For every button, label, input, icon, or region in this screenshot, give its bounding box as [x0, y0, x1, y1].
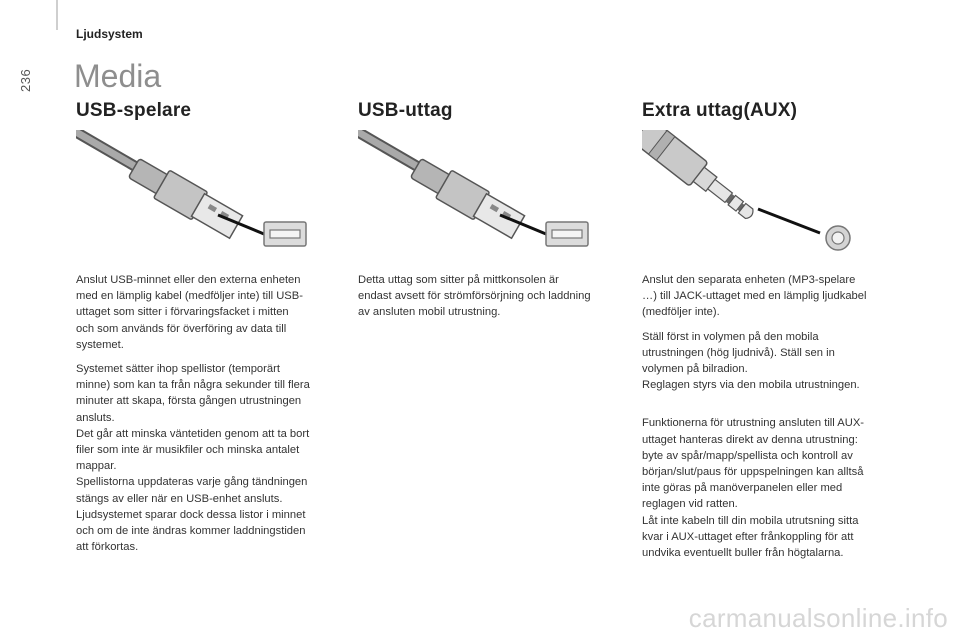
usb-player-heading: USB-spelare	[76, 100, 192, 121]
page-number: 236	[18, 68, 33, 92]
aux-text	[642, 272, 904, 569]
usb-player-text	[76, 272, 338, 563]
usb-socket-heading: USB-uttag	[358, 100, 453, 121]
usb-plug-icon	[358, 130, 608, 255]
usb-player-section	[76, 100, 338, 554]
usb-socket-section	[358, 100, 620, 319]
aux-section	[642, 100, 904, 560]
section-label: Ljudsystem	[76, 27, 143, 41]
paragraph: Detta uttag som sitter på mittkonsolen är endast avsett för strömförsörjning och laddning av ansluten mobil utrustning.	[358, 274, 591, 319]
paragraph: Anslut den separata enheten (MP3-spelare …) till JACK-uttaget med en lämplig ljudkabel (medföljer inte).	[642, 274, 867, 319]
paragraph: Ställ först in volymen på den mobila utrustningen (hög ljudnivå). Ställ sen in volymen på bilradion. Reglagen styrs via den mobila utrustningen.	[642, 330, 860, 392]
watermark: carmanualsonline.info	[688, 603, 948, 633]
paragraph: Systemet sätter ihop spellistor (temporärt minne) som kan ta från några sekunder till flera minuter att skapa, första gången utrustningen ansluts. Det går att minska väntetiden genom att ta bort filer som inte är musikfiler och minska antalet mappar. Spellistorna uppdateras varje gång tändningen stängs av eller när en USB-enhet ansluts. Ljudsystemet sparar dock dessa listor i minnet och om de inte ändras kommer laddningstiden att förkortas.	[76, 363, 310, 554]
usb-plug-icon	[76, 130, 326, 255]
margin-rule	[56, 0, 58, 30]
usb-socket-text	[358, 272, 620, 329]
jack-plug-icon	[642, 130, 892, 255]
paragraph: Funktionerna för utrustning ansluten till AUX- uttaget hanteras direkt av denna utrustning: byte av spår/mapp/spellista och kontroll av början/slut/paus för uppspelningen kan alltså inte göras på manöverpanelen eller med reglagen vid ratten. Låt inte kabeln till din mobila utrutsning sitta kvar i AUX-uttaget efter frånkoppling för att undvika eventuellt buller från högtalarna.	[642, 417, 865, 560]
paragraph: Anslut USB-minnet eller den externa enheten med en lämplig kabel (medföljer inte) till USB- uttaget som sitter i förvaringsfacket i mitten och som används för överföring av data till systemet.	[76, 274, 303, 351]
aux-heading: Extra uttag(AUX)	[642, 100, 798, 121]
page-title: Media	[74, 58, 162, 94]
